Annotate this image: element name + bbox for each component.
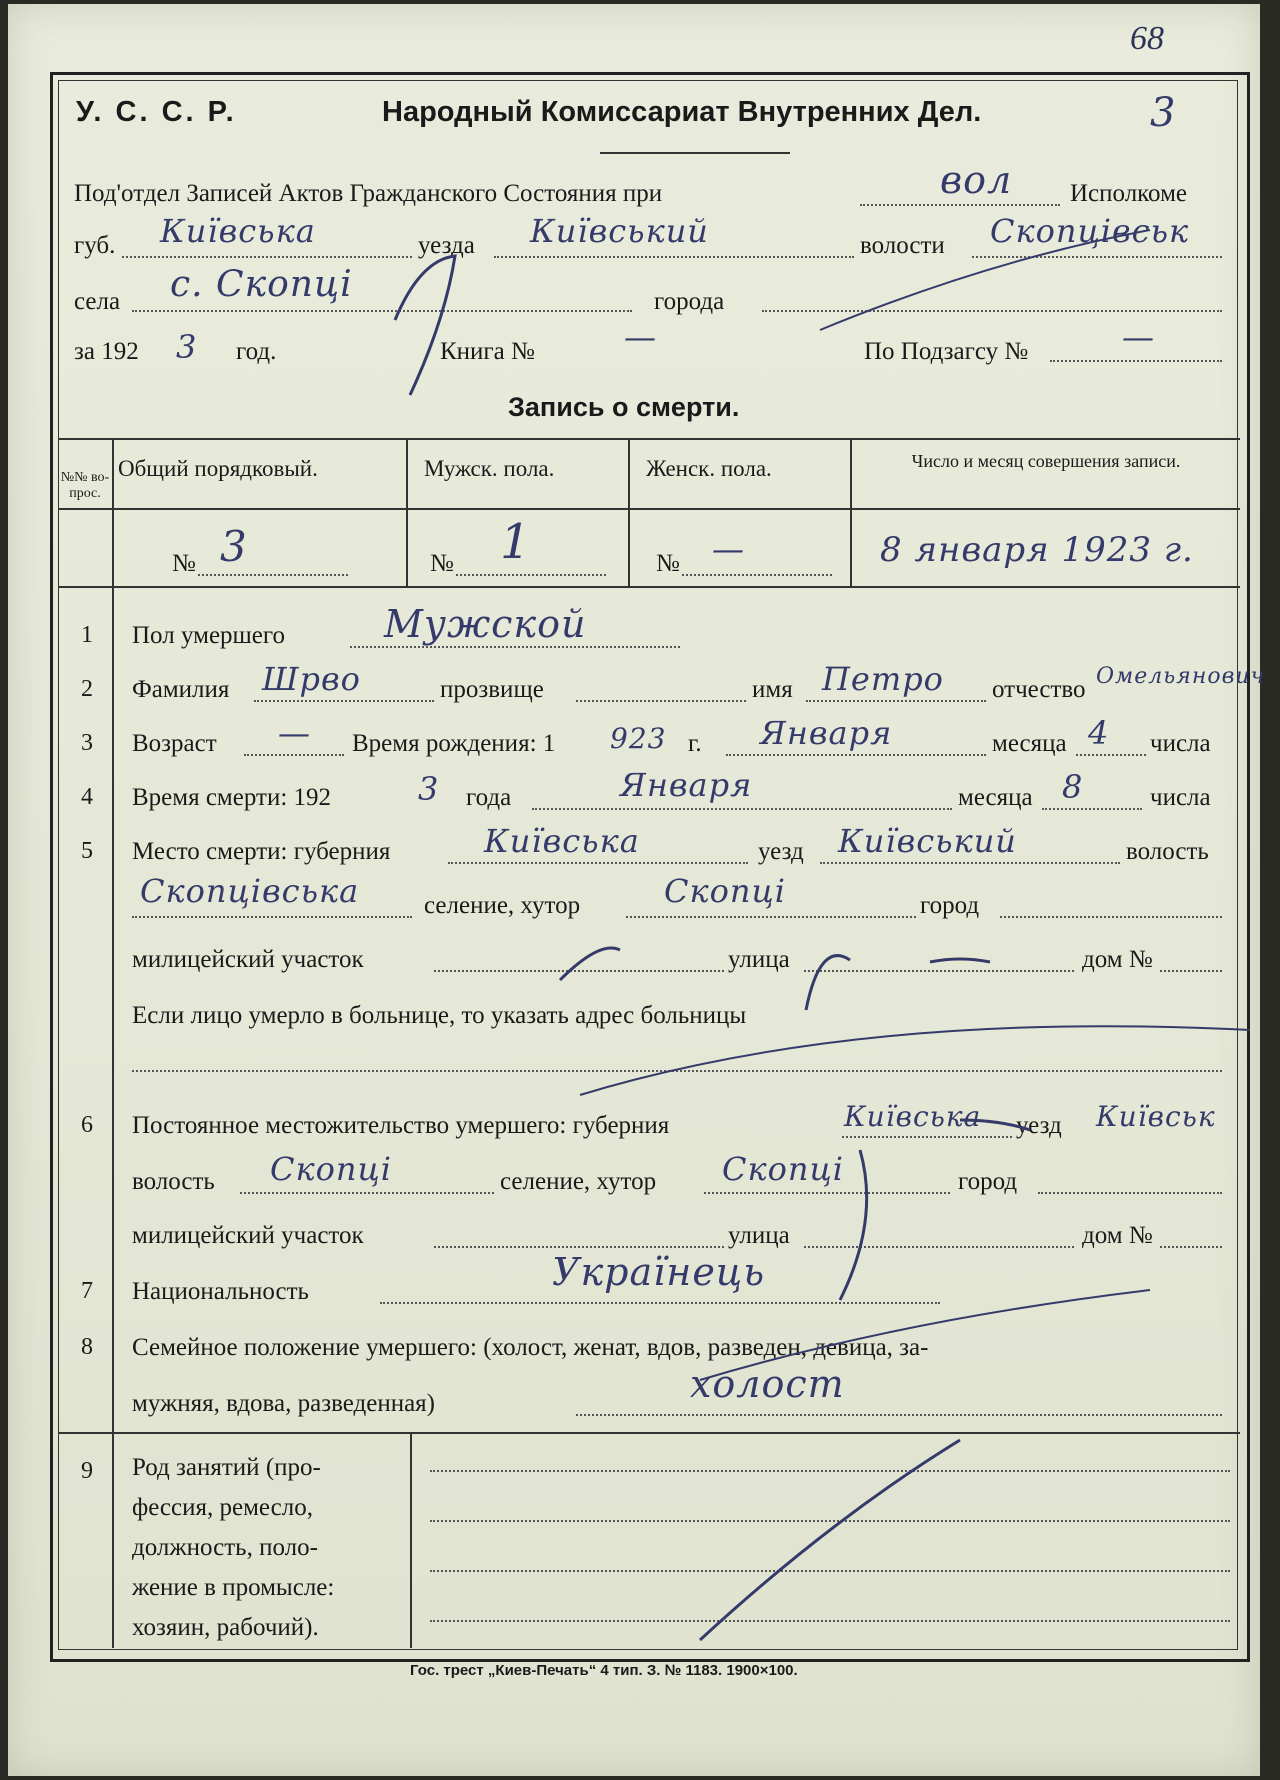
- sem-dots: [576, 1414, 1222, 1416]
- mesto-milic-dots: [434, 970, 724, 972]
- rozhd-mesyaca: месяца: [992, 730, 1067, 757]
- volost-value: Скопцівськ: [990, 212, 1190, 250]
- mesto-dom-dots: [1160, 970, 1222, 972]
- mesto-volost-value: Скопцівська: [140, 872, 360, 910]
- post-selenie-label: селение, хутор: [500, 1168, 657, 1195]
- sem-value: холост: [690, 1362, 845, 1406]
- rod-dots-3: [430, 1570, 1230, 1572]
- otchestvo-value: Омельянович: [1096, 664, 1266, 689]
- smerti-day-value: 8: [1062, 768, 1084, 806]
- imya-label: имя: [752, 676, 793, 703]
- mesto-uezd-label: уезд: [758, 838, 804, 865]
- post-selenie-dots: [704, 1192, 950, 1194]
- post-milic-dots: [434, 1246, 724, 1248]
- nac-value: Українець: [552, 1250, 766, 1294]
- familiya-value: Шрво: [262, 660, 361, 698]
- vr-rozhd-label: Время рождения: 1: [352, 730, 556, 757]
- kniga-value: —: [624, 318, 657, 356]
- vr-smerti-label: Время смерти: 192: [132, 784, 332, 811]
- volost-dots: [972, 256, 1222, 258]
- rod-line-2: фессия, ремесло,: [132, 1494, 313, 1521]
- col-date-header: Число и месяц совершения записи.: [911, 451, 1181, 471]
- post-uezd-label: уезд: [1016, 1112, 1062, 1139]
- rod-line-3: должность, поло-: [132, 1534, 318, 1561]
- post-uezd-value: Київськ: [1096, 1100, 1216, 1133]
- imya-value: Петро: [822, 660, 944, 698]
- mesto-label: Место смерти: губерния: [132, 838, 391, 865]
- goda-label: года: [466, 784, 512, 811]
- uezd-dots: [494, 256, 854, 258]
- post-gorod-dots: [1038, 1192, 1222, 1194]
- nac-label: Национальность: [132, 1278, 309, 1305]
- gorod-dots: [762, 310, 1222, 312]
- col-muzh-header: Мужск. пола.: [424, 456, 555, 481]
- mesto-selenie-label: селение, хутор: [424, 892, 581, 919]
- mesto-uezd-value: Київський: [838, 822, 1017, 860]
- familiya-label: Фамилия: [132, 676, 230, 703]
- rozhd-month-value: Января: [760, 714, 893, 752]
- smerti-month-value: Января: [620, 766, 753, 804]
- mesto-volost-label: волость: [1126, 838, 1209, 865]
- ispolkom-label: Исполкоме: [1070, 180, 1187, 207]
- rod-dots-4: [430, 1620, 1230, 1622]
- muzh-no-label: №: [430, 550, 454, 577]
- mesto-ulica-dots: [804, 970, 1074, 972]
- col-rule-1: [406, 438, 408, 586]
- commissariat-title: Народный Комиссариат Внутренних Дел.: [382, 96, 982, 128]
- printer-footer: Гос. трест „Киев-Печать“ 4 тип. З. № 1183. 1900×100.: [410, 1662, 798, 1679]
- post-gub-value: Київська: [844, 1100, 982, 1133]
- smerti-day-dots: [1042, 808, 1142, 810]
- podzag-dots: [1050, 360, 1222, 362]
- god-label: год.: [236, 338, 277, 365]
- title-rule: [600, 152, 790, 154]
- post-dom-dots: [1160, 1246, 1222, 1248]
- post-dom-label: дом №: [1082, 1222, 1153, 1249]
- rod-dots-2: [430, 1520, 1230, 1522]
- mesto-volost-dots: [132, 916, 412, 918]
- post-ulica-label: улица: [728, 1222, 790, 1249]
- col-zhen-header: Женск. пола.: [646, 456, 772, 481]
- table-bottom-rule: [58, 586, 1240, 588]
- pri-dots: [860, 204, 1060, 206]
- q9-number: 9: [81, 1458, 93, 1484]
- post-volost-value: Скопці: [270, 1150, 393, 1188]
- hospital-dots: [132, 1070, 1222, 1072]
- mesto-selenie-value: Скопці: [664, 872, 787, 910]
- mesto-selenie-dots: [626, 916, 916, 918]
- col-rule-3: [850, 438, 852, 586]
- sem-label-cont: мужняя, вдова, разведенная): [132, 1390, 436, 1417]
- rod-line-5: хозяин, рабочий).: [132, 1614, 319, 1641]
- obsh-value: 3: [220, 522, 248, 571]
- post-volost-dots: [240, 1192, 494, 1194]
- obsh-no-label: №: [172, 550, 196, 577]
- gub-label: губ.: [74, 232, 116, 259]
- mesto-gorod-dots: [1000, 916, 1222, 918]
- q7-number: 7: [81, 1278, 93, 1304]
- rod-dots-1: [430, 1470, 1230, 1472]
- gub-value: Київська: [160, 212, 316, 250]
- row9-top-rule: [58, 1432, 1240, 1434]
- rozhd-day-value: 4: [1088, 714, 1110, 752]
- za-year-value: 3: [176, 328, 198, 366]
- rod-line-4: жение в промысле:: [132, 1574, 335, 1601]
- gub-dots: [122, 256, 412, 258]
- page-number: 68: [1130, 20, 1164, 57]
- pri-value: вол: [940, 158, 1013, 202]
- record-number-handwritten: 3: [1150, 90, 1177, 136]
- zhen-value: —: [712, 530, 745, 568]
- ussr-label: У. С. С. Р.: [76, 96, 237, 128]
- vozrast-label: Возраст: [132, 730, 217, 757]
- mesto-milic-label: милицейский участок: [132, 946, 364, 973]
- q5-number: 5: [81, 838, 93, 864]
- post-selenie-value: Скопці: [722, 1150, 845, 1188]
- pol-label: Пол умершего: [132, 622, 286, 649]
- fam-dots: [254, 700, 434, 702]
- muzh-value: 1: [500, 514, 532, 570]
- smerti-month-dots: [532, 808, 952, 810]
- rod-line-1: Род занятий (про-: [132, 1454, 321, 1481]
- post-gub-dots: [842, 1136, 1012, 1138]
- obsh-dots: [198, 574, 348, 576]
- selo-label: села: [74, 288, 121, 315]
- prozvische-label: прозвище: [440, 676, 544, 703]
- vr-rozhd-year-value: 923: [610, 722, 667, 755]
- qnum-column-rule: [112, 438, 114, 1648]
- q3-number: 3: [81, 730, 93, 756]
- table-top-rule: [58, 438, 1240, 440]
- col-obsh-header: Общий порядковый.: [118, 456, 318, 481]
- post-ulica-dots: [804, 1246, 1074, 1248]
- q8-number: 8: [81, 1334, 93, 1360]
- kniga-label: Книга №: [440, 338, 535, 365]
- qnum-header: №№ во- прос.: [60, 470, 110, 501]
- mesto-gub-dots: [448, 862, 748, 864]
- mesto-gorod-label: город: [920, 892, 980, 919]
- smerti-year-value: 3: [418, 770, 440, 808]
- q1-number: 1: [81, 622, 93, 648]
- volost-label: волости: [860, 232, 945, 259]
- selo-dots: [132, 310, 632, 312]
- post-volost-label: волость: [132, 1168, 215, 1195]
- q2-number: 2: [81, 676, 93, 702]
- sem-label: Семейное положение умершего: (холост, женат, вдов, разведен, девица, за-: [132, 1334, 929, 1361]
- gorod-label: города: [654, 288, 725, 315]
- col-rule-2: [628, 438, 630, 586]
- imya-dots: [806, 700, 986, 702]
- pol-dots: [350, 646, 680, 648]
- podzag-value: —: [1122, 318, 1155, 356]
- vr-rozhd-g: г.: [688, 730, 702, 757]
- row9-col-rule: [410, 1432, 412, 1648]
- smerti-chisla: числа: [1150, 784, 1211, 811]
- mesto-ulica-label: улица: [728, 946, 790, 973]
- vozrast-value: —: [278, 714, 311, 752]
- mesto-dom-label: дом №: [1082, 946, 1153, 973]
- nac-dots: [380, 1302, 940, 1304]
- podzag-label: По Подзагсу №: [864, 338, 1029, 365]
- table-head-rule: [58, 508, 1240, 510]
- otchestvo-label: отчество: [992, 676, 1086, 703]
- hospital-label: Если лицо умерло в больнице, то указать адрес больницы: [132, 1002, 747, 1029]
- pol-value: Мужской: [384, 602, 587, 646]
- smerti-mesyaca: месяца: [958, 784, 1033, 811]
- post-gorod-label: город: [958, 1168, 1018, 1195]
- selo-value: с. Скопці: [170, 264, 353, 305]
- uezd-label: уезда: [418, 232, 475, 259]
- zhen-no-label: №: [656, 550, 680, 577]
- zhen-dots: [682, 574, 832, 576]
- za-label: за 192: [74, 338, 139, 365]
- record-title: Запись о смерти.: [508, 392, 740, 422]
- q6-number: 6: [81, 1112, 93, 1138]
- prozv-dots: [576, 700, 746, 702]
- record-date-value: 8 января 1923 г.: [880, 530, 1194, 570]
- subdept-label: Под'отдел Записей Актов Гражданского Состояния при: [74, 180, 663, 207]
- post-milic-label: милицейский участок: [132, 1222, 364, 1249]
- rozhd-month-dots: [726, 754, 986, 756]
- rozhd-day-dots: [1076, 754, 1146, 756]
- rozhd-chisla: числа: [1150, 730, 1211, 757]
- post-label: Постоянное местожительство умершего: губерния: [132, 1112, 670, 1139]
- mesto-gub-value: Київська: [484, 822, 640, 860]
- uezd-value: Київський: [530, 212, 709, 250]
- q4-number: 4: [81, 784, 93, 810]
- vozrast-dots: [244, 754, 344, 756]
- muzh-dots: [456, 574, 606, 576]
- mesto-uezd-dots: [820, 862, 1120, 864]
